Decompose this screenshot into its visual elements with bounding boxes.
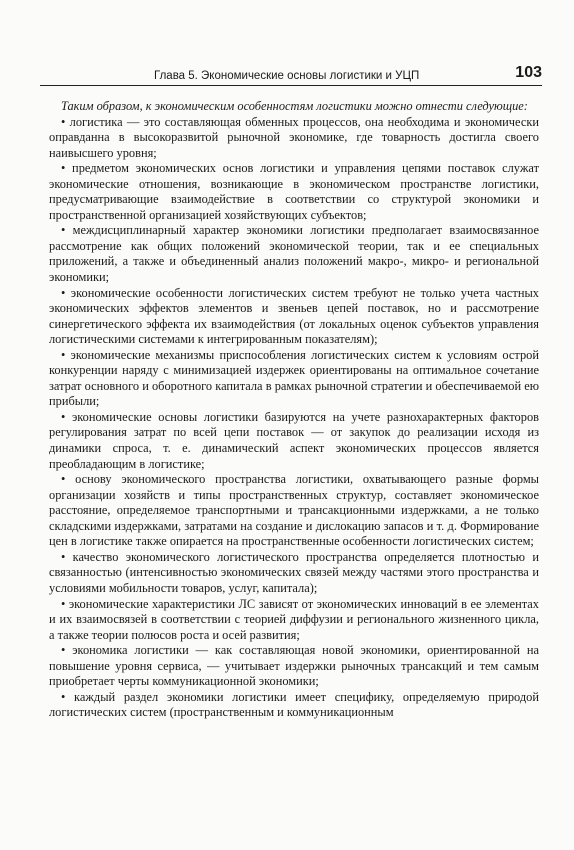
body-text [49,99,539,721]
bullet-item: • экономика логистики — как составляющая новой экономики, ориентированной на повышение уровня сервиса, — учитывает издержки рыночных трансакций и тем самым приобретает черты коммуникационной экономики; [49,643,539,689]
bullet-item: • каждый раздел экономики логистики имеет специфику, определяемую природой логистических систем (пространственным и коммуникационным [49,689,539,720]
bullet-item: • экономические характеристики ЛС зависят от экономических инноваций в ее элементах и их взаимосвязей в соответствии с теорией диффузии и регионального жизненного цикла, а также теории полюсов роста и осей развития; [49,596,539,642]
bullet-item: • логистика — это составляющая обменных процессов, она необходима и экономически оправданна в высокоразвитой рыночной экономике, где товарность достигла своего наивысшего уровня; [49,114,539,160]
running-head: Глава 5. Экономические основы логистики и УЦП [154,70,420,82]
bullet-item: • экономические особенности логистических систем требуют не только учета частных экономических эффектов элементов и звеньев цепей поставок, но и рассмотрение синергетического эффекта их взаимодействия (от локальных оценок субъектов управления логистическими системами к интегрированным показателям); [49,285,539,347]
bullet-item: • основу экономического пространства логистики, охватывающего разные формы организации хозяйств и типы пространственных структур, составляет экономическое расстояние, определяемое транспортными и трансакционными издержками, а не только складскими издержками, затратами на создание и дислокацию запасов и т. д. Формирование цен в логистике также опирается на пространственные особенности логистических систем; [49,472,539,549]
page-number: 103 [515,64,542,81]
bullet-item: • предметом экономических основ логистики и управления цепями поставок служат экономические отношения, возникающие в экономическом пространстве логистики, предусматривающие взаимодействие в соответствии со структурой экономики и пространственной организацией хозяйствующих субъектов; [49,161,539,222]
bullet-item: • экономические основы логистики базируются на учете разнохарактерных факторов регулирования затрат по всей цепи поставок — от закупок до реализации исходя из динамики спроса, т. е. динамический аспект экономических процессов является преобладающим в логистике; [49,409,539,471]
bullet-item: • экономические механизмы приспособления логистических систем к условиям острой конкуренции наряду с минимизацией издержек ориентированы на оптимальное сочетание затрат основного и оборотного капитала в рамках рыночной стратегии и обеспечиваемой ею прибыли; [49,347,539,409]
page-header [40,58,542,86]
bullet-item: • междисциплинарный характер экономики логистики предполагает взаимосвязанное рассмотрение как общих положений экономической теории, так и ее специальных приложений, а также и объединенный анализ положений макро-, микро- и региональной экономики; [49,223,539,285]
intro-paragraph: Таким образом, к экономическим особенностям логистики можно отнести следующие: [61,99,528,113]
bullet-item: • качество экономического логистического пространства определяется плотностью и связанностью (интенсивностью экономических связей между частями этого пространства и условиями мобильности товаров, услуг, капитала); [49,549,539,595]
